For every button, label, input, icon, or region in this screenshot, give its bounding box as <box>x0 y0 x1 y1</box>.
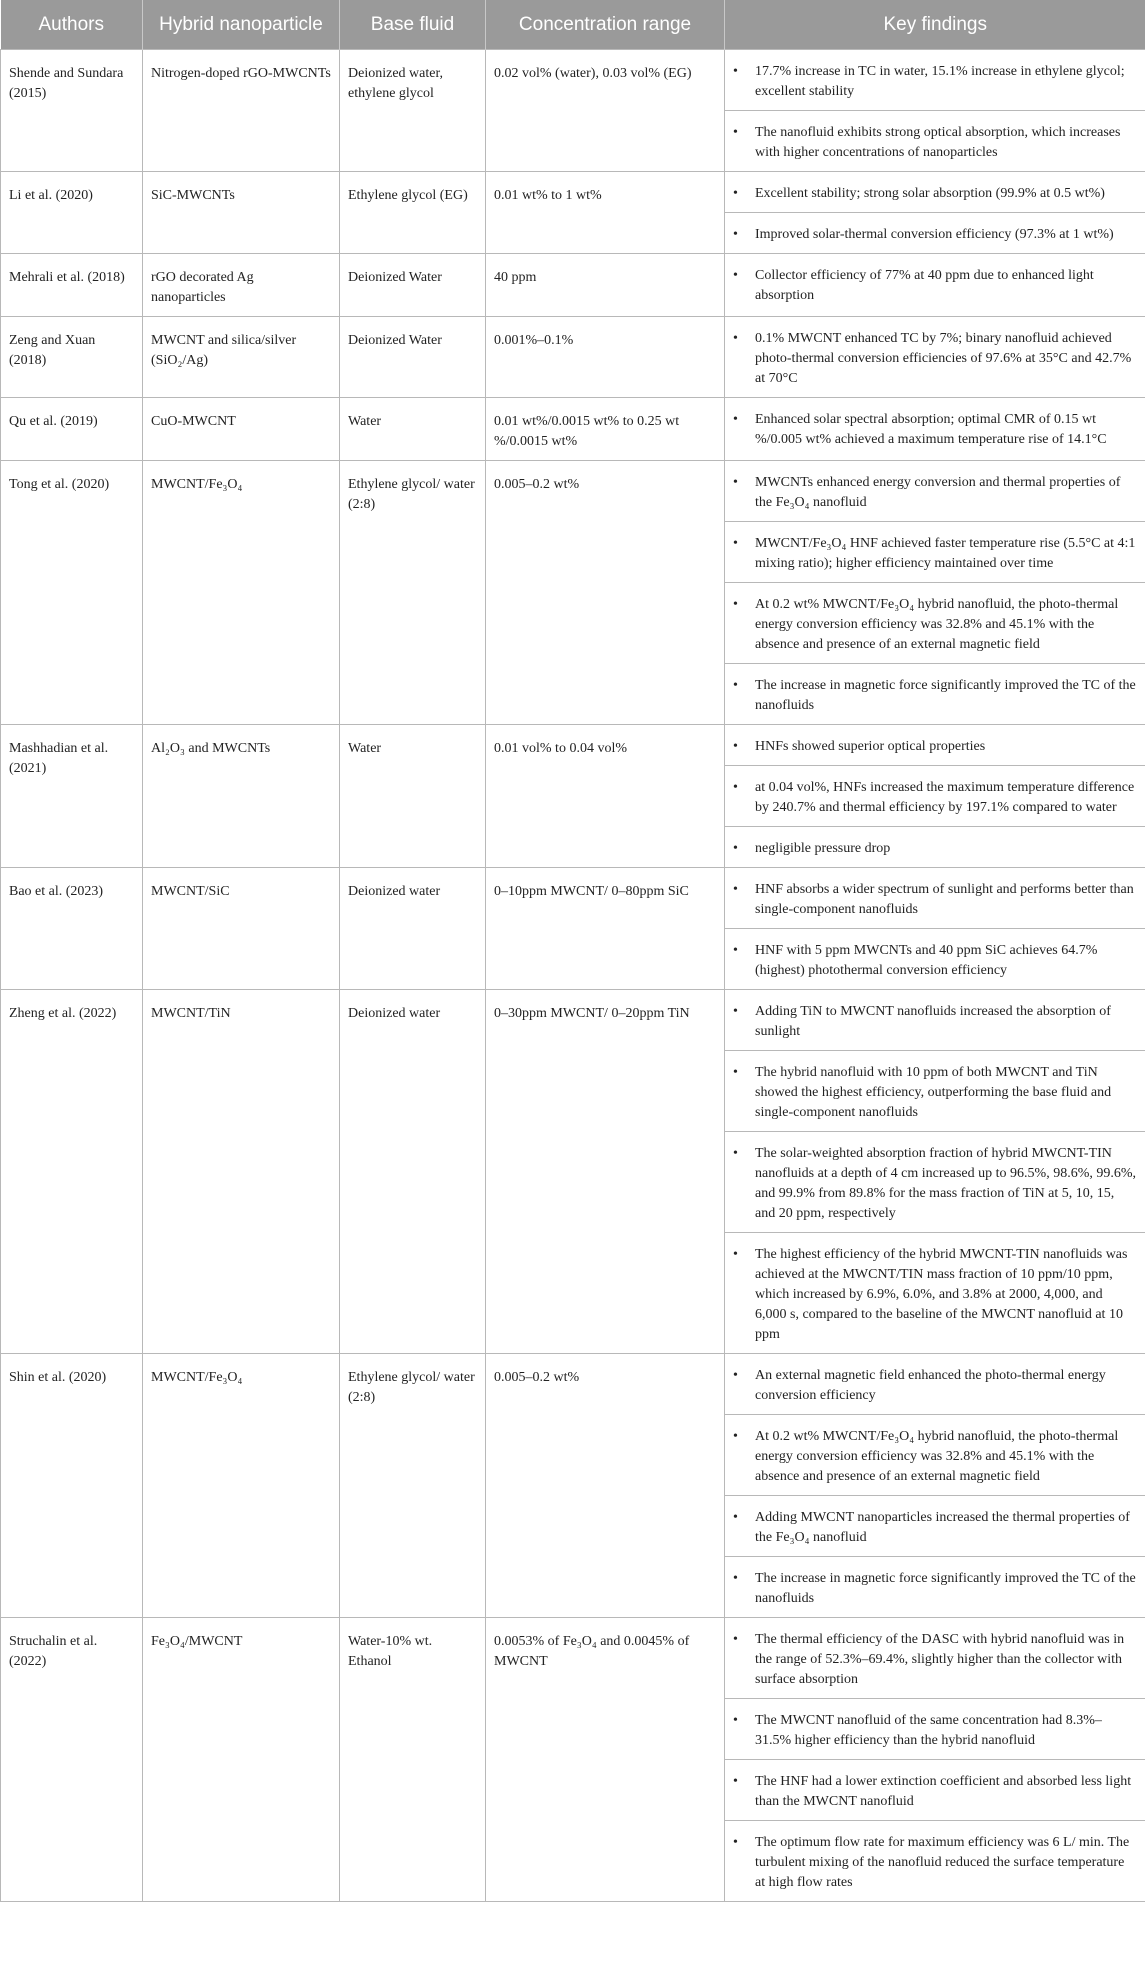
finding-item <box>725 1132 1145 1233</box>
nanoparticle-cell: MWCNT/SiC <box>143 867 340 989</box>
nanoparticle-cell: Al₂O₃ and MWCNTs <box>143 724 340 867</box>
bullet-icon <box>733 1002 755 1042</box>
authors-cell: Zheng et al. (2022) <box>1 989 143 1353</box>
nanoparticle-cell: Nitrogen-doped rGO-MWCNTs <box>143 49 340 171</box>
finding-text: 0.1% MWCNT enhanced TC by 7%; binary nanofluid achieved photo-thermal conversion efficiencies of 97.6% at 35°C and 42.7% at 70°C <box>755 330 1132 386</box>
finding-text: MWCNT/Fe₃O₄ HNF achieved faster temperature rise (5.5°C at 4:1 mixing ratio); higher efficiency maintained over time <box>755 535 1136 571</box>
authors-cell: Shende and Sundara (2015) <box>1 49 143 171</box>
concentration-cell: 0.005–0.2 wt% <box>486 460 725 724</box>
bullet-icon <box>733 1508 755 1548</box>
authors-cell: Mehrali et al. (2018) <box>1 253 143 316</box>
bullet-icon <box>733 1711 755 1751</box>
bullet-icon <box>733 123 755 163</box>
base-fluid-cell: Water-10% wt. Ethanol <box>340 1617 486 1901</box>
table-row <box>1 989 1145 1353</box>
key-findings-cell <box>725 49 1145 171</box>
finding-item <box>725 213 1145 253</box>
table-row <box>1 316 1145 397</box>
bullet-icon <box>733 737 755 757</box>
finding-item <box>725 172 1145 213</box>
bullet-icon <box>733 778 755 818</box>
bullet-icon <box>733 410 755 450</box>
finding-item <box>725 1760 1145 1821</box>
bullet-icon <box>733 62 755 102</box>
base-fluid-cell: Deionized Water <box>340 316 486 397</box>
finding-text: Improved solar-thermal conversion efficiency (97.3% at 1 wt%) <box>755 226 1114 242</box>
finding-text: The thermal efficiency of the DASC with hybrid nanofluid was in the range of 52.3%–69.4%, slightly higher than the collector with surface absorption <box>755 1631 1125 1687</box>
key-findings-cell <box>725 867 1145 989</box>
base-fluid-cell: Ethylene glycol/ water (2:8) <box>340 460 486 724</box>
finding-text: HNF with 5 ppm MWCNTs and 40 ppm SiC achieves 64.7% (highest) photothermal conversion efficiency <box>755 942 1098 978</box>
nanoparticle-cell: MWCNT/Fe₃O₄ <box>143 1353 340 1617</box>
finding-text: The increase in magnetic force significantly improved the TC of the nanofluids <box>755 677 1136 713</box>
finding-text: Enhanced solar spectral absorption; optimal CMR of 0.15 wt %/0.005 wt% achieved a maximum temperature rise of 14.1°C <box>755 411 1107 447</box>
bullet-icon <box>733 880 755 920</box>
bullet-icon <box>733 329 755 389</box>
table-row <box>1 49 1145 171</box>
table-row <box>1 253 1145 316</box>
finding-text: The solar-weighted absorption fraction of hybrid MWCNT-TIN nanofluids at a depth of 4 cm increased up to 96.5%, 98.6%, 99.6%, and 99.9% from 89.8% for the mass fraction of TiN at 5, 10, 15, and 20 ppm, respectively <box>755 1145 1137 1221</box>
concentration-cell: 0–30ppm MWCNT/ 0–20ppm TiN <box>486 989 725 1353</box>
authors-cell: Struchalin et al. (2022) <box>1 1617 143 1901</box>
table-row <box>1 171 1145 253</box>
finding-text: At 0.2 wt% MWCNT/Fe₃O₄ hybrid nanofluid, the photo-thermal energy conversion efficiency was 32.8% and 45.1% with the absence and presence of an external magnetic field <box>755 1428 1119 1484</box>
finding-item <box>725 664 1145 724</box>
bullet-icon <box>733 184 755 204</box>
key-findings-cell <box>725 253 1145 316</box>
key-findings-cell <box>725 397 1145 460</box>
finding-text: negligible pressure drop <box>755 840 891 856</box>
key-findings-cell <box>725 171 1145 253</box>
header-authors: Authors <box>1 0 143 49</box>
finding-item <box>725 827 1145 867</box>
base-fluid-cell: Ethylene glycol/ water (2:8) <box>340 1353 486 1617</box>
finding-text: The nanofluid exhibits strong optical absorption, which increases with higher concentrations of nanoparticles <box>755 124 1121 160</box>
finding-item <box>725 766 1145 827</box>
concentration-cell: 0.01 wt%/0.0015 wt% to 0.25 wt %/0.0015 wt% <box>486 397 725 460</box>
finding-text: The highest efficiency of the hybrid MWCNT-TIN nanofluids was achieved at the MWCNT/TIN mass fraction of 10 ppm/10 ppm, which increased by 6.9%, 6.0%, and 3.8% at 2000, 4,000, and 6,000 s, compared to the baseline of the MWCNT nanofluid at 10 ppm <box>755 1246 1128 1342</box>
bullet-icon <box>733 1245 755 1345</box>
nanoparticle-cell: MWCNT/TiN <box>143 989 340 1353</box>
finding-text: HNF absorbs a wider spectrum of sunlight and performs better than single-component nanofluids <box>755 881 1134 917</box>
bullet-icon <box>733 1630 755 1690</box>
bullet-icon <box>733 839 755 859</box>
nanoparticle-cell: Fe₃O₄/MWCNT <box>143 1617 340 1901</box>
bullet-icon <box>733 1772 755 1812</box>
bullet-icon <box>733 676 755 716</box>
finding-item <box>725 868 1145 929</box>
concentration-cell: 0.01 wt% to 1 wt% <box>486 171 725 253</box>
finding-item <box>725 725 1145 766</box>
key-findings-cell <box>725 989 1145 1353</box>
finding-item <box>725 990 1145 1051</box>
finding-item <box>725 398 1145 458</box>
concentration-cell: 40 ppm <box>486 253 725 316</box>
table-row <box>1 397 1145 460</box>
bullet-icon <box>733 266 755 306</box>
base-fluid-cell: Deionized Water <box>340 253 486 316</box>
bullet-icon <box>733 473 755 513</box>
finding-item <box>725 1618 1145 1699</box>
table-row <box>1 1353 1145 1617</box>
finding-text: The optimum flow rate for maximum efficiency was 6 L/ min. The turbulent mixing of the nanofluid reduced the surface temperature at high flow rates <box>755 1834 1130 1890</box>
finding-text: An external magnetic field enhanced the photo-thermal energy conversion efficiency <box>755 1367 1106 1403</box>
bullet-icon <box>733 595 755 655</box>
table-row <box>1 460 1145 724</box>
finding-item <box>725 1051 1145 1132</box>
finding-text: At 0.2 wt% MWCNT/Fe₃O₄ hybrid nanofluid, the photo-thermal energy conversion efficiency was 32.8% and 45.1% with the absence and presence of an external magnetic field <box>755 596 1119 652</box>
authors-cell: Qu et al. (2019) <box>1 397 143 460</box>
header-concentration: Concentration range <box>486 0 725 49</box>
bullet-icon <box>733 1144 755 1224</box>
key-findings-cell <box>725 1353 1145 1617</box>
finding-text: Collector efficiency of 77% at 40 ppm due to enhanced light absorption <box>755 267 1094 303</box>
key-findings-cell <box>725 1617 1145 1901</box>
base-fluid-cell: Deionized water <box>340 989 486 1353</box>
finding-text: The MWCNT nanofluid of the same concentration had 8.3%–31.5% higher efficiency than the hybrid nanofluid <box>755 1712 1102 1748</box>
finding-item <box>725 461 1145 522</box>
table-row <box>1 724 1145 867</box>
header-key-findings: Key findings <box>725 0 1145 49</box>
finding-text: HNFs showed superior optical properties <box>755 738 986 754</box>
finding-text: Excellent stability; strong solar absorption (99.9% at 0.5 wt%) <box>755 185 1105 201</box>
concentration-cell: 0.001%–0.1% <box>486 316 725 397</box>
authors-cell: Bao et al. (2023) <box>1 867 143 989</box>
header-row <box>1 0 1145 49</box>
finding-text: at 0.04 vol%, HNFs increased the maximum temperature difference by 240.7% and thermal efficiency by 197.1% compared to water <box>755 779 1135 815</box>
nanoparticle-cell: CuO-MWCNT <box>143 397 340 460</box>
table-row <box>1 1617 1145 1901</box>
bullet-icon <box>733 1569 755 1609</box>
nanoparticle-cell: MWCNT/Fe₃O₄ <box>143 460 340 724</box>
finding-text: Adding MWCNT nanoparticles increased the thermal properties of the Fe₃O₄ nanofluid <box>755 1509 1130 1545</box>
bullet-icon <box>733 1427 755 1487</box>
finding-text: 17.7% increase in TC in water, 15.1% increase in ethylene glycol; excellent stability <box>755 63 1125 99</box>
base-fluid-cell: Deionized water, ethylene glycol <box>340 49 486 171</box>
finding-item <box>725 1233 1145 1353</box>
finding-item <box>725 1415 1145 1496</box>
finding-item <box>725 1821 1145 1901</box>
authors-cell: Zeng and Xuan (2018) <box>1 316 143 397</box>
authors-cell: Mashhadian et al. (2021) <box>1 724 143 867</box>
key-findings-cell <box>725 460 1145 724</box>
table-body <box>1 49 1145 1901</box>
finding-text: MWCNTs enhanced energy conversion and thermal properties of the Fe₃O₄ nanofluid <box>755 474 1121 510</box>
nanoparticle-cell: MWCNT and silica/silver (SiO₂/Ag) <box>143 316 340 397</box>
finding-item <box>725 1496 1145 1557</box>
bullet-icon <box>733 1063 755 1123</box>
finding-item <box>725 522 1145 583</box>
bullet-icon <box>733 1833 755 1893</box>
finding-item <box>725 929 1145 989</box>
finding-item <box>725 1354 1145 1415</box>
bullet-icon <box>733 534 755 574</box>
concentration-cell: 0.005–0.2 wt% <box>486 1353 725 1617</box>
concentration-cell: 0.01 vol% to 0.04 vol% <box>486 724 725 867</box>
key-findings-cell <box>725 724 1145 867</box>
finding-item <box>725 317 1145 397</box>
finding-text: The HNF had a lower extinction coefficient and absorbed less light than the MWCNT nanofluid <box>755 1773 1132 1809</box>
authors-cell: Tong et al. (2020) <box>1 460 143 724</box>
finding-text: Adding TiN to MWCNT nanofluids increased the absorption of sunlight <box>755 1003 1111 1039</box>
base-fluid-cell: Water <box>340 724 486 867</box>
finding-item <box>725 1557 1145 1617</box>
key-findings-cell <box>725 316 1145 397</box>
finding-item <box>725 254 1145 314</box>
header-nanoparticle: Hybrid nanoparticle <box>143 0 340 49</box>
concentration-cell: 0.0053% of Fe₃O₄ and 0.0045% of MWCNT <box>486 1617 725 1901</box>
table-row <box>1 867 1145 989</box>
base-fluid-cell: Ethylene glycol (EG) <box>340 171 486 253</box>
table-header <box>1 0 1145 49</box>
concentration-cell: 0–10ppm MWCNT/ 0–80ppm SiC <box>486 867 725 989</box>
finding-item <box>725 1699 1145 1760</box>
finding-item <box>725 50 1145 111</box>
nanoparticle-cell: rGO decorated Ag nanoparticles <box>143 253 340 316</box>
finding-item <box>725 583 1145 664</box>
authors-cell: Li et al. (2020) <box>1 171 143 253</box>
bullet-icon <box>733 225 755 245</box>
base-fluid-cell: Water <box>340 397 486 460</box>
concentration-cell: 0.02 vol% (water), 0.03 vol% (EG) <box>486 49 725 171</box>
bullet-icon <box>733 941 755 981</box>
bullet-icon <box>733 1366 755 1406</box>
base-fluid-cell: Deionized water <box>340 867 486 989</box>
nanoparticle-cell: SiC-MWCNTs <box>143 171 340 253</box>
finding-text: The increase in magnetic force significantly improved the TC of the nanofluids <box>755 1570 1136 1606</box>
authors-cell: Shin et al. (2020) <box>1 1353 143 1617</box>
header-base-fluid: Base fluid <box>340 0 486 49</box>
finding-item <box>725 111 1145 171</box>
finding-text: The hybrid nanofluid with 10 ppm of both MWCNT and TiN showed the highest efficiency, outperforming the base fluid and single-component nanofluids <box>755 1064 1112 1120</box>
